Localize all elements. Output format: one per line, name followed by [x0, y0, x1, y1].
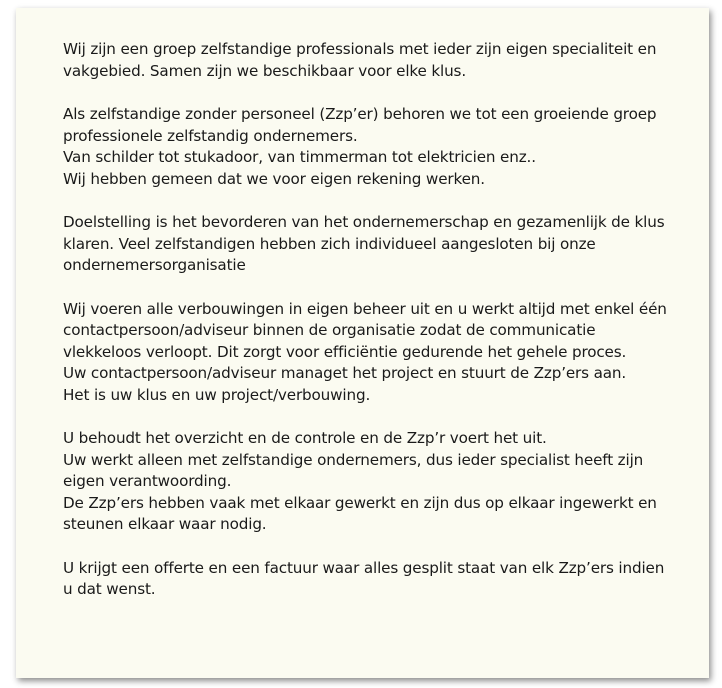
- paragraph-verbouwingen: [63, 299, 693, 407]
- text-line: klaren. Veel zelfstandigen hebben zich individueel aangesloten bij onze: [63, 234, 596, 253]
- text-line: contactpersoon/adviseur binnen de organisatie zodat de communicatie: [63, 321, 596, 339]
- text-line: Uw contactpersoon/adviseur managet het project en stuurt de Zzp’ers aan.: [63, 364, 627, 382]
- paragraph-offerte: [63, 558, 693, 601]
- text-line: eigen verantwoording.: [63, 472, 232, 490]
- paragraph-overzicht: [63, 428, 693, 536]
- text-line: Wij hebben gemeen dat we voor eigen rekening werken.: [63, 169, 485, 188]
- document-body: [63, 39, 693, 623]
- paragraph-intro: [63, 39, 693, 82]
- text-line: vakgebied. Samen zijn we beschikbaar voor elke klus.: [63, 61, 466, 80]
- text-line: Het is uw klus en uw project/verbouwing.: [63, 385, 371, 404]
- text-line: U krijgt een offerte en een factuur waar alles gesplit staat van elk Zzp’ers indien: [63, 558, 665, 577]
- text-line: Wij voeren alle verbouwingen in eigen beheer uit en u werkt altijd met enkel één: [63, 299, 667, 318]
- paragraph-zzp: [63, 104, 693, 190]
- text-line: ondernemersorganisatie: [63, 256, 246, 274]
- paragraph-doelstelling: [63, 212, 693, 277]
- document-page: [16, 8, 709, 678]
- text-line: steunen elkaar waar nodig.: [63, 515, 267, 533]
- text-line: Wij zijn een groep zelfstandige professionals met ieder zijn eigen specialiteit en: [63, 40, 657, 58]
- text-line: U behoudt het overzicht en de controle en de Zzp’r voert het uit.: [63, 429, 547, 447]
- text-line: De Zzp’ers hebben vaak met elkaar gewerkt en zijn dus op elkaar ingewerkt en: [63, 493, 657, 512]
- text-line: vlekkeloos verloopt. Dit zorgt voor efficiëntie gedurende het gehele proces.: [63, 342, 627, 361]
- text-line: Van schilder tot stukadoor, van timmerman tot elektricien enz..: [63, 148, 536, 166]
- text-line: u dat wenst.: [63, 580, 156, 598]
- text-line: professionele zelfstandig ondernemers.: [63, 126, 358, 145]
- text-line: Als zelfstandige zonder personeel (Zzp’er) behoren we tot een groeiende groep: [63, 105, 657, 123]
- text-line: Doelstelling is het bevorderen van het ondernemerschap en gezamenlijk de klus: [63, 213, 665, 231]
- text-line: Uw werkt alleen met zelfstandige ondernemers, dus ieder specialist heeft zijn: [63, 450, 644, 469]
